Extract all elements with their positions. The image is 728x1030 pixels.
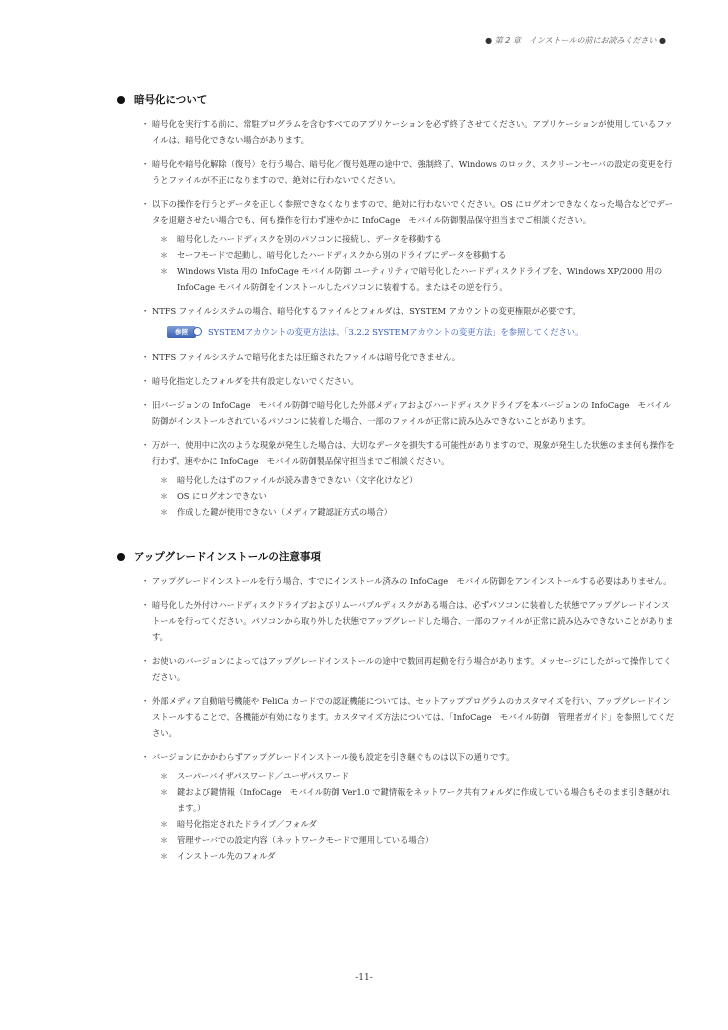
list-item — [117, 373, 677, 389]
page-number: -11- — [355, 973, 373, 983]
list-item-text: NTFS ファイルシステムで暗号化または圧縮されたファイルは暗号化できません。 — [152, 352, 461, 362]
list-item — [117, 653, 677, 685]
chapter-header — [485, 35, 666, 46]
list-item-text: 暗号化した外付けハードディスクドライブおよびリムーバブルディスクがある場合は、必ずパソコンに装着した状態でアップグレードインストールを行ってください。パソコンから取り外した状態でアップグレードした場合、一部のファイルが正常に読み込みできないことがあります。 — [152, 600, 674, 642]
sub-list-item-text: インストール先のフォルダ — [177, 851, 276, 861]
reference-icon-label: 参照 — [175, 328, 188, 336]
list-item-text: 暗号化や暗号化解除（復号）を行う場合、暗号化／復号処理の途中で、強制終了、Windows のロック、スクリーンセーバの設定の変更を行うとファイルが不正になりますので、絶対に行わないでください。 — [152, 159, 673, 185]
list-item — [117, 116, 677, 148]
sub-list-item — [152, 231, 677, 247]
section — [117, 549, 677, 864]
list-item-text: NTFS ファイルシステムの場合、暗号化するファイルとフォルダは、SYSTEM アカウントの変更権限が必要です。 — [152, 306, 581, 316]
bullet-icon: ・ — [141, 159, 150, 169]
sub-list-item-text: 暗号化したハードディスクを別のパソコンに接続し、データを移動する — [177, 234, 442, 244]
sub-list — [152, 472, 677, 520]
section-title — [117, 549, 677, 564]
bullet-icon: ・ — [141, 400, 150, 410]
list-item-text: 万が一、使用中に次のような現象が発生した場合は、大切なデータを損失する可能性がありますので、現象が発生した状態のまま何も操作を行わず、速やかに InfoCage モバイル防御製品保守担当までご相談ください。 — [152, 440, 675, 466]
list-item-text: 旧バージョンの InfoCage モバイル防御で暗号化した外部メディアおよびハードディスクドライブを本バージョンの InfoCage モバイル防御がインストールされているパソコンに装着した場合、一部のファイルが正常に読み込みできないことがあります。 — [152, 400, 671, 426]
list-item — [117, 437, 677, 520]
sub-list-item — [152, 848, 677, 864]
section-bullet-icon — [117, 553, 125, 561]
list-item-text: バージョンにかかわらずアップグレードインストール後も設定を引き継ぐものは以下の通りです。 — [152, 752, 515, 762]
sub-list-item-text: OS にログオンできない — [177, 491, 267, 501]
asterisk-icon: ＊ — [160, 492, 168, 501]
section-bullet-icon — [117, 96, 125, 104]
list-item — [117, 349, 677, 365]
sub-list-item-text: 鍵および鍵情報（InfoCage モバイル防御 Ver1.0 で鍵情報をネットワーク共有フォルダに作成している場合もそのまま引き継がれます。） — [177, 787, 671, 813]
bullet-icon: ・ — [141, 440, 150, 450]
asterisk-icon: ＊ — [160, 508, 168, 517]
asterisk-icon: ＊ — [160, 267, 168, 276]
sub-list-item — [152, 784, 677, 816]
sub-list-item-text: スーパーバイザパスワード／ユーザパスワード — [177, 771, 349, 781]
asterisk-icon: ＊ — [160, 836, 168, 845]
list-item — [117, 573, 677, 589]
page-content — [117, 92, 677, 893]
list-item — [117, 303, 677, 319]
bullet-icon: ・ — [141, 352, 150, 362]
list-item — [117, 749, 677, 864]
bullet-icon: ・ — [141, 119, 150, 129]
sub-list-item — [152, 488, 677, 504]
bullet-icon: ・ — [141, 656, 150, 666]
asterisk-icon: ＊ — [160, 476, 168, 485]
sub-list-item-text: セーフモードで起動し、暗号化したハードディスクから別のドライブにデータを移動する — [177, 250, 507, 260]
bullet-icon: ・ — [141, 306, 150, 316]
sub-list-item-text: 管理サーバでの設定内容（ネットワークモードで運用している場合） — [177, 835, 434, 845]
bullet-icon: ・ — [141, 199, 150, 209]
sub-list-item — [152, 247, 677, 263]
chapter-title: 第 2 章 インストールの前にお読みください — [494, 36, 657, 45]
list-item — [117, 196, 677, 295]
sub-list-item-text: Windows Vista 用の InfoCage モバイル防御 ユーティリティで暗号化したハードディスクドライブを、Windows XP/2000 用の InfoCage モバイル防御をインストールしたパソコンに装着する。またはその逆を行う。 — [177, 266, 663, 292]
asterisk-icon: ＊ — [160, 852, 168, 861]
sub-list-item — [152, 768, 677, 784]
section — [117, 92, 677, 520]
asterisk-icon: ＊ — [160, 788, 168, 797]
sub-list-item — [152, 832, 677, 848]
bullet-icon: ・ — [141, 696, 150, 706]
header-bullet-icon: ● — [659, 36, 666, 45]
sub-list — [152, 231, 677, 295]
list-item — [117, 156, 677, 188]
bullet-icon: ・ — [141, 752, 150, 762]
section-title — [117, 92, 677, 107]
sub-list-item-text: 作成した鍵が使用できない（メディア鍵認証方式の場合） — [177, 507, 393, 517]
sub-list-item — [152, 504, 677, 520]
list-item — [117, 693, 677, 741]
list-item-text: 暗号化を実行する前に、常駐プログラムを含むすべてのアプリケーションを必ず終了させてください。アプリケーションが使用しているファイルは、暗号化できない場合があります。 — [152, 119, 673, 145]
sub-list — [152, 768, 677, 864]
section-title-text: アップグレードインストールの注意事項 — [134, 551, 321, 563]
asterisk-icon: ＊ — [160, 820, 168, 829]
section-title-text: 暗号化について — [134, 94, 208, 106]
bullet-icon: ・ — [141, 576, 150, 586]
sub-list-item-text: 暗号化したはずのファイルが読み書きできない（文字化けなど） — [177, 475, 418, 485]
bullet-icon: ・ — [141, 376, 150, 386]
reference-link-text[interactable]: SYSTEMアカウントの変更方法は、「3.2.2 SYSTEMアカウントの変更方法」を参照してください。 — [208, 327, 584, 337]
asterisk-icon: ＊ — [160, 235, 168, 244]
list-item-text: 外部メディア自動暗号機能や FeliCa カードでの認証機能については、セットアッププログラムのカスタマイズを行い、アップグレードインストールすることで、各機能が有効になります。カスタマイズ方法については、「InfoCage モバイル防御 管理者ガイド」を参照してください。 — [152, 696, 674, 738]
sub-list-item — [152, 263, 677, 295]
header-bullet-icon: ● — [485, 36, 493, 45]
sub-list-item — [152, 472, 677, 488]
asterisk-icon: ＊ — [160, 772, 168, 781]
list-item — [117, 397, 677, 429]
bullet-icon: ・ — [141, 600, 150, 610]
list-item — [117, 597, 677, 645]
asterisk-icon: ＊ — [160, 251, 168, 260]
reference-magnifier-icon — [167, 326, 196, 338]
reference-note — [167, 324, 677, 340]
sub-list-item-text: 暗号化指定されたドライブ／フォルダ — [177, 819, 317, 829]
list-item-text: アップグレードインストールを行う場合、すでにインストール済みの InfoCage モバイル防御をアンインストールする必要はありません。 — [152, 576, 672, 586]
list-item-text: お使いのバージョンによってはアップグレードインストールの途中で数回再起動を行う場合があります。メッセージにしたがって操作してください。 — [152, 656, 672, 682]
list-item-text: 暗号化指定したフォルダを共有設定しないでください。 — [152, 376, 359, 386]
list-item-text: 以下の操作を行うとデータを正しく参照できなくなりますので、絶対に行わないでください。OS にログオンできなくなった場合などでデータを退避させたい場合でも、何も操作を行わず速やかに InfoCage モバイル防御製品保守担当までご相談ください。 — [152, 199, 674, 225]
sub-list-item — [152, 816, 677, 832]
